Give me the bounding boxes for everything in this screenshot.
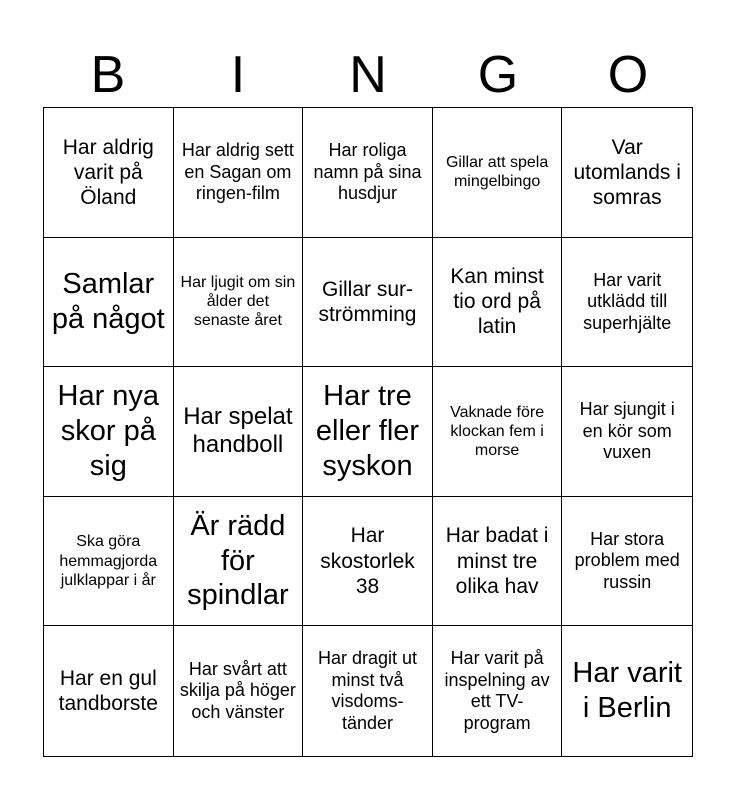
bingo-cell-text: Har varit på inspelning av ett TV-program xyxy=(444,648,550,733)
bingo-cell[interactable] xyxy=(433,497,563,627)
bingo-cell[interactable] xyxy=(174,497,304,627)
bingo-cell-text: Har aldrig sett en Sagan om ringen-film xyxy=(181,139,294,204)
header-letter-b: B xyxy=(90,46,126,104)
bingo-cell-text: Har tre eller fler syskon xyxy=(315,380,420,482)
header-letter-n: N xyxy=(349,46,387,104)
bingo-cell[interactable] xyxy=(433,367,563,497)
bingo-cell-text: Har sjungit i en kör som vuxen xyxy=(579,399,675,463)
bingo-cell-text: Har en gul tandborste xyxy=(58,667,158,716)
bingo-cell-text: Är rädd för spindlar xyxy=(187,509,289,612)
bingo-cell-text: Har aldrig varit på Öland xyxy=(62,135,154,209)
bingo-cell-text: Har stora problem med russin xyxy=(574,528,680,592)
bingo-cell[interactable] xyxy=(562,497,692,627)
bingo-cell[interactable] xyxy=(174,238,304,368)
bingo-header xyxy=(43,42,693,108)
bingo-cell[interactable] xyxy=(562,108,692,238)
bingo-cell[interactable] xyxy=(303,497,433,627)
bingo-cell-text: Har skostorlek 38 xyxy=(320,524,415,598)
bingo-cell-text: Var utomlands i somras xyxy=(573,135,681,209)
bingo-cell[interactable] xyxy=(303,108,433,238)
bingo-cell-text: Kan minst tio ord på latin xyxy=(450,265,544,339)
bingo-cell-text: Har dragit ut minst två visdoms-tänder xyxy=(317,648,418,733)
bingo-cell[interactable] xyxy=(174,108,304,238)
bingo-cell-text: Gillar att spela mingelbingo xyxy=(445,154,549,191)
bingo-cell-text: Har spelat handboll xyxy=(183,402,293,459)
bingo-cell[interactable] xyxy=(44,497,174,627)
header-letter-i: I xyxy=(230,46,246,104)
header-letter-o: O xyxy=(607,46,649,104)
bingo-cell-text: Har nya skor på sig xyxy=(57,380,160,482)
bingo-cell[interactable] xyxy=(433,238,563,368)
bingo-cell[interactable] xyxy=(562,367,692,497)
bingo-cell[interactable] xyxy=(303,367,433,497)
bingo-cell[interactable] xyxy=(562,626,692,756)
bingo-cell-text: Har svårt att skilja på höger och vänster xyxy=(179,658,296,722)
bingo-cell[interactable] xyxy=(44,367,174,497)
bingo-cell[interactable] xyxy=(44,108,174,238)
bingo-cell-text: Har roliga namn på sina husdjur xyxy=(313,139,422,204)
bingo-cell[interactable] xyxy=(44,238,174,368)
bingo-cell-text: Har badat i minst tre olika hav xyxy=(445,524,549,598)
bingo-cell[interactable] xyxy=(433,108,563,238)
bingo-cell[interactable] xyxy=(562,238,692,368)
bingo-cell[interactable] xyxy=(433,626,563,756)
bingo-cell-text: Vaknade före klockan fem i morse xyxy=(450,403,545,460)
header-letter-g: G xyxy=(477,46,519,104)
bingo-cell-text: Samlar på något xyxy=(51,268,165,335)
bingo-cell[interactable] xyxy=(44,626,174,756)
bingo-cell[interactable] xyxy=(174,626,304,756)
bingo-cell[interactable] xyxy=(303,626,433,756)
bingo-cell-text: Gillar sur-strömming xyxy=(318,277,417,326)
bingo-cell-text: Har varit i Berlin xyxy=(572,657,682,725)
bingo-cell-text: Har ljugit om sin ålder det senaste året xyxy=(180,274,296,330)
bingo-board xyxy=(43,107,693,757)
bingo-cell-text: Ska göra hemmagjorda julklappar i år xyxy=(59,533,158,589)
bingo-cell[interactable] xyxy=(174,367,304,497)
bingo-cell[interactable] xyxy=(303,238,433,368)
bingo-cell-text: Har varit utklädd till superhjälte xyxy=(583,269,672,333)
